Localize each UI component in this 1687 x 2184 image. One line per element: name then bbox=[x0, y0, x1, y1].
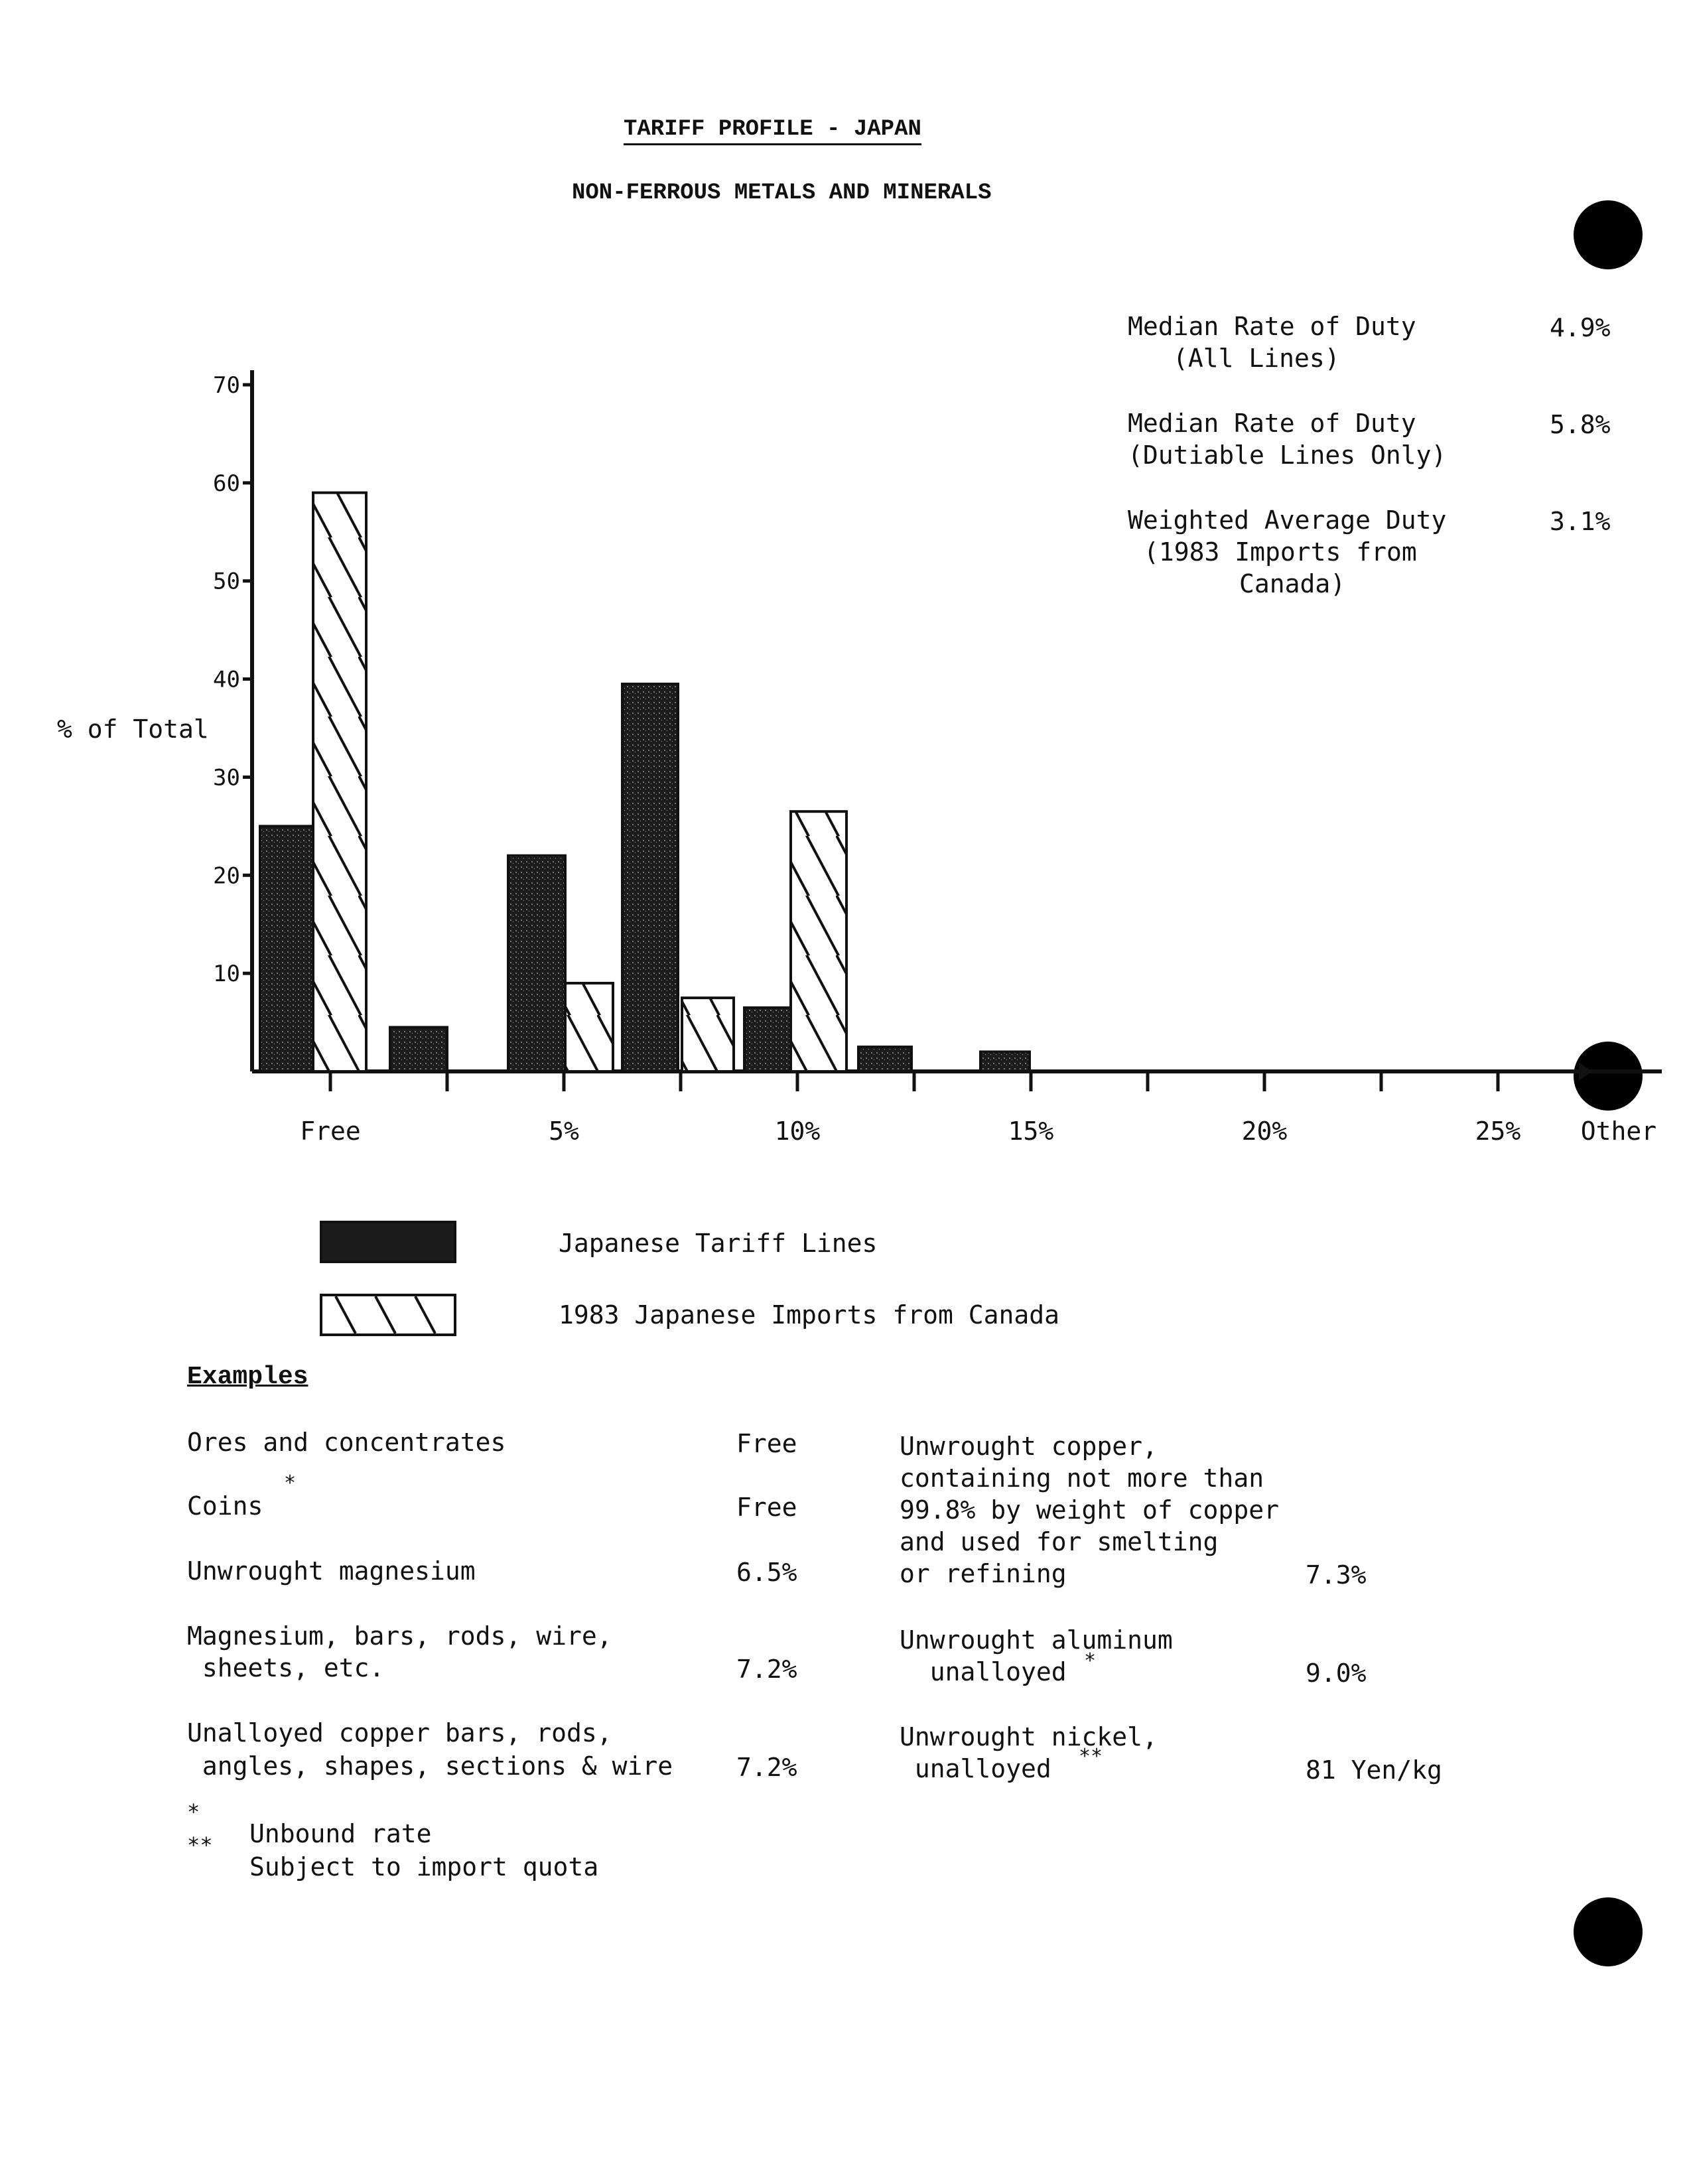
example-magnesium-rate: 6.5% bbox=[736, 1558, 797, 1587]
bar-imports-5pct bbox=[565, 983, 613, 1071]
bar-tariff-lines-0-5pct bbox=[390, 1027, 447, 1071]
bar-tariff-lines-10pct bbox=[744, 1008, 795, 1071]
bar-tariff-lines-10-15pct bbox=[858, 1047, 911, 1071]
x-tick-label-1: 5% bbox=[549, 1117, 579, 1146]
example-coins-rate: Free bbox=[736, 1493, 797, 1522]
example-copper-bars-label-1: Unalloyed copper bars, rods, bbox=[187, 1718, 612, 1747]
example-aluminum-mark: * bbox=[1084, 1649, 1097, 1672]
footnote-1-text: Unbound rate bbox=[249, 1819, 432, 1848]
page-subtitle: NON-FERROUS METALS AND MINERALS bbox=[572, 180, 992, 206]
example-ores-label: Ores and concentrates bbox=[187, 1428, 506, 1457]
example-coins-label: Coins bbox=[187, 1491, 263, 1521]
example-copper-label-1: Unwrought copper, bbox=[900, 1432, 1158, 1461]
bar-imports-10pct bbox=[791, 811, 846, 1071]
y-tick-label-30: 30 bbox=[213, 764, 240, 791]
stat-median-all-label-2: (All Lines) bbox=[1173, 344, 1340, 373]
stat-weighted-value: 3.1% bbox=[1550, 507, 1611, 536]
legend-label-tariff-lines: Japanese Tariff Lines bbox=[559, 1229, 878, 1258]
example-nickel-label-2: unalloyed bbox=[900, 1754, 1051, 1783]
example-ores-rate: Free bbox=[736, 1429, 797, 1458]
example-nickel-rate: 81 Yen/kg bbox=[1306, 1755, 1442, 1785]
example-copper-label-2: containing not more than bbox=[900, 1464, 1264, 1493]
x-tick-label-5: 25% bbox=[1475, 1117, 1521, 1146]
x-tick-label-4: 20% bbox=[1241, 1117, 1288, 1146]
example-mg-bars-label-1: Magnesium, bars, rods, wire, bbox=[187, 1621, 612, 1651]
stat-median-all-label-1: Median Rate of Duty bbox=[1128, 312, 1416, 341]
bar-tariff-lines-5pct bbox=[508, 856, 565, 1071]
example-copper-label-3: 99.8% by weight of copper bbox=[900, 1495, 1279, 1525]
stat-median-dutiable-label-1: Median Rate of Duty bbox=[1128, 409, 1416, 438]
legend-swatch-tariff-lines bbox=[320, 1221, 456, 1263]
x-tick-label-0: Free bbox=[300, 1117, 361, 1146]
stat-median-all-value: 4.9% bbox=[1550, 313, 1611, 342]
example-copper-bars-rate: 7.2% bbox=[736, 1753, 797, 1782]
stat-median-dutiable-value: 5.8% bbox=[1550, 410, 1611, 439]
y-tick-label-60: 60 bbox=[213, 470, 240, 497]
example-copper-label-4: and used for smelting bbox=[900, 1527, 1219, 1556]
example-copper-rate: 7.3% bbox=[1306, 1560, 1367, 1590]
x-axis-arrow bbox=[1579, 1062, 1592, 1081]
example-aluminum-rate: 9.0% bbox=[1306, 1659, 1367, 1688]
x-tick-label-6: Other bbox=[1580, 1117, 1657, 1146]
example-mg-bars-rate: 7.2% bbox=[736, 1655, 797, 1684]
stat-weighted-label-1: Weighted Average Duty bbox=[1128, 506, 1447, 535]
footnote-1-symbol: * bbox=[187, 1799, 200, 1824]
hole-punch-bottom bbox=[1574, 1897, 1643, 1966]
stat-median-dutiable-label-2: (Dutiable Lines Only) bbox=[1128, 441, 1447, 470]
bar-imports-5-10pct bbox=[682, 998, 734, 1071]
examples-heading: Examples bbox=[187, 1363, 308, 1391]
y-axis-label: % of Total bbox=[57, 715, 209, 744]
y-tick-label-70: 70 bbox=[213, 372, 240, 399]
example-copper-label-5: or refining bbox=[900, 1559, 1067, 1588]
legend-swatch-imports bbox=[320, 1294, 456, 1336]
example-magnesium-label: Unwrought magnesium bbox=[187, 1556, 476, 1586]
legend-hatch bbox=[322, 1296, 454, 1333]
page-title: TARIFF PROFILE - JAPAN bbox=[624, 117, 921, 145]
bar-imports-Free bbox=[313, 493, 366, 1071]
stat-weighted-label-2: (1983 Imports from bbox=[1144, 537, 1417, 567]
x-tick-label-3: 15% bbox=[1008, 1117, 1054, 1146]
chart-bars bbox=[260, 493, 1030, 1071]
y-tick-label-40: 40 bbox=[213, 666, 240, 693]
bar-tariff-lines-5-10pct bbox=[622, 684, 678, 1071]
example-aluminum-label-1: Unwrought aluminum bbox=[900, 1625, 1173, 1655]
y-tick-label-20: 20 bbox=[213, 862, 240, 890]
y-tick-label-50: 50 bbox=[213, 568, 240, 595]
example-mg-bars-label-2: sheets, etc. bbox=[187, 1653, 385, 1682]
y-tick-label-10: 10 bbox=[213, 961, 240, 988]
example-aluminum-label-2: unalloyed bbox=[900, 1657, 1067, 1686]
chart-axes bbox=[243, 370, 1662, 1091]
example-nickel-label-1: Unwrought nickel, bbox=[900, 1722, 1158, 1751]
footnote-2-text: Subject to import quota bbox=[249, 1852, 599, 1881]
example-coins-mark: * bbox=[284, 1471, 297, 1495]
legend-label-imports: 1983 Japanese Imports from Canada bbox=[559, 1300, 1059, 1330]
x-tick-label-2: 10% bbox=[774, 1117, 821, 1146]
bar-tariff-lines-15pct bbox=[980, 1052, 1030, 1071]
footnote-2-symbol: ** bbox=[187, 1832, 213, 1858]
stat-weighted-label-3: Canada) bbox=[1239, 569, 1346, 598]
example-nickel-mark: ** bbox=[1079, 1745, 1103, 1768]
example-copper-bars-label-2: angles, shapes, sections & wire bbox=[187, 1751, 673, 1781]
